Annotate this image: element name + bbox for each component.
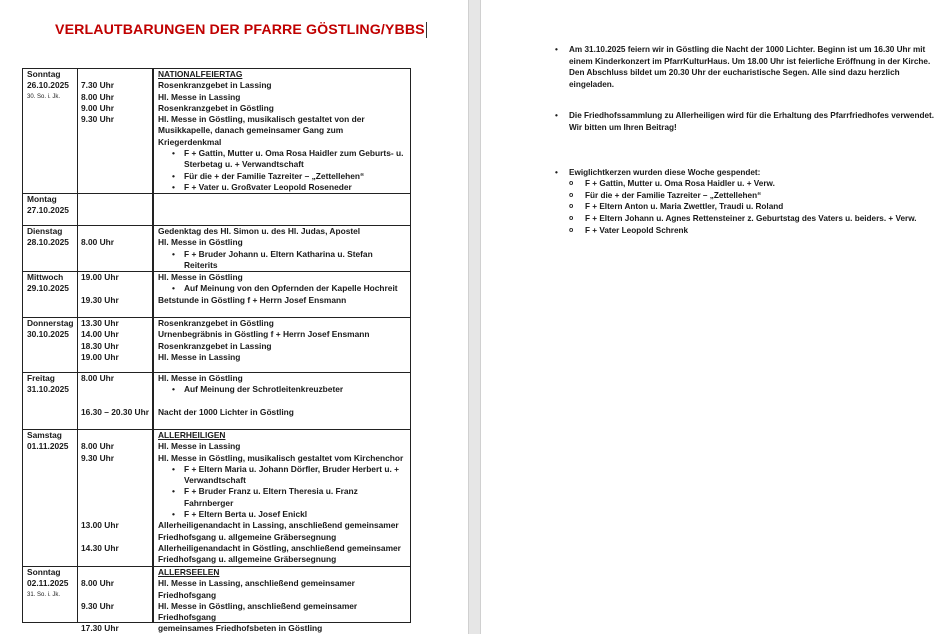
schedule-entry bbox=[77, 352, 410, 363]
schedule-entry bbox=[77, 283, 410, 294]
day-date: 29.10.2025 bbox=[27, 283, 69, 294]
schedule-table bbox=[22, 68, 411, 634]
intention-bullet: • Auf Meinung von den Opfernden der Kapelle Hochreit bbox=[154, 283, 410, 294]
schedule-entry bbox=[77, 430, 410, 441]
entries-cell bbox=[77, 567, 410, 634]
donation-item: o F + Eltern Johann u. Agnes Rettensteiner z. Geburtstag des Vaters u. beiders. + Verw. bbox=[555, 213, 935, 225]
entries-cell bbox=[77, 430, 410, 566]
entry-text: Allerheiligenandacht in Göstling, anschließend gemeinsamer Friedhofsgang u. allgemeine Gräbersegnung bbox=[158, 542, 401, 565]
entry-time: 16.30 – 20.30 Uhr bbox=[81, 406, 149, 417]
entry-text: Rosenkranzgebet in Lassing bbox=[158, 80, 272, 91]
entries-cell bbox=[77, 373, 410, 429]
intention-bullet: • F + Eltern Maria u. Johann Dörfler, Bruder Herbert u. + Verwandtschaft bbox=[154, 464, 410, 487]
donation-item: o F + Eltern Anton u. Maria Zwettler, Traudi u. Roland bbox=[555, 201, 935, 213]
day-cell bbox=[23, 272, 77, 317]
feast-heading: NATIONALFEIERTAG bbox=[158, 69, 243, 79]
table-row bbox=[23, 373, 410, 430]
entry-time bbox=[77, 283, 154, 294]
entry-text: Hl. Messe in Lassing bbox=[158, 441, 241, 452]
day-name: Donnerstag bbox=[27, 318, 74, 328]
schedule-entry bbox=[77, 396, 410, 407]
entry-text: gemeinsames Friedhofsbeten in Göstling bbox=[158, 623, 323, 634]
schedule-entry bbox=[77, 272, 410, 283]
table-row bbox=[23, 567, 410, 634]
entry-time: 18.30 Uhr bbox=[81, 340, 119, 351]
entries-cell bbox=[77, 272, 410, 317]
schedule-entry bbox=[77, 80, 410, 91]
intention-bullet: • F + Bruder Johann u. Eltern Katharina u. Stefan Reiterits bbox=[154, 249, 410, 272]
schedule-entry bbox=[77, 464, 410, 487]
entry-text: Hl. Messe in Lassing, anschließend gemeinsamer Friedhofsgang bbox=[158, 578, 355, 600]
entry-time: 8.00 Uhr bbox=[81, 91, 115, 102]
schedule-entry bbox=[77, 295, 410, 306]
entry-time: 8.00 Uhr bbox=[81, 578, 115, 589]
entry-text: Hl. Messe in Göstling bbox=[158, 373, 243, 383]
day-date: 27.10.2025 bbox=[27, 205, 69, 216]
document-page-2 bbox=[481, 0, 940, 634]
day-name: Sonntag bbox=[27, 69, 61, 79]
schedule-entry bbox=[77, 92, 410, 103]
table-row bbox=[23, 430, 410, 567]
day-cell bbox=[23, 567, 77, 622]
entry-text: Hl. Messe in Göstling, anschließend gemeinsamer Friedhofsgang bbox=[158, 600, 358, 623]
schedule-entry bbox=[77, 171, 410, 182]
table-row bbox=[23, 272, 410, 318]
entry-text: Gedenktag des Hl. Simon u. des Hl. Judas, Apostel bbox=[158, 226, 361, 236]
entry-time bbox=[77, 148, 154, 171]
entry-text: Hl. Messe in Göstling, musikalisch gestaltet vom Kirchenchor bbox=[158, 452, 404, 463]
schedule-entry bbox=[77, 318, 410, 329]
entry-text: Rosenkranzgebet in Göstling bbox=[158, 102, 274, 113]
day-cell bbox=[23, 318, 77, 372]
entry-time bbox=[77, 486, 154, 509]
schedule-entry bbox=[77, 578, 410, 601]
day-name: Samstag bbox=[27, 430, 62, 440]
entry-time bbox=[77, 171, 154, 182]
entry-time: 9.30 Uhr bbox=[81, 600, 115, 611]
table-row bbox=[23, 194, 410, 226]
table-row bbox=[23, 69, 410, 194]
entries-cell bbox=[77, 194, 410, 225]
schedule-entry bbox=[77, 407, 410, 418]
text-cursor bbox=[426, 22, 427, 38]
entry-time: 19.30 Uhr bbox=[81, 294, 119, 305]
entry-text: Hl. Messe in Göstling bbox=[158, 272, 243, 282]
day-date: 02.11.2025 bbox=[27, 578, 69, 589]
title-text: VERLAUTBARUNGEN DER PFARRE GÖSTLING/YBBS bbox=[55, 22, 425, 38]
entry-time bbox=[77, 182, 154, 193]
intention-bullet: • F + Eltern Berta u. Josef Enickl bbox=[154, 509, 410, 520]
entry-text: Nacht der 1000 Lichter in Göstling bbox=[158, 406, 294, 417]
entry-text: Urnenbegräbnis in Göstling f + Herrn Josef Ensmann bbox=[158, 329, 370, 340]
schedule-entry bbox=[77, 182, 410, 193]
schedule-entry bbox=[77, 623, 410, 634]
schedule-entry bbox=[77, 453, 410, 464]
liturgical-note: 31. So. i. Jk. bbox=[27, 591, 61, 598]
entry-time: 9.00 Uhr bbox=[81, 102, 115, 113]
entry-time: 19.00 Uhr bbox=[81, 351, 119, 362]
schedule-entry bbox=[77, 486, 410, 509]
entry-time bbox=[77, 567, 154, 578]
schedule-entry bbox=[77, 226, 410, 237]
schedule-entry bbox=[77, 509, 410, 520]
schedule-entry bbox=[77, 69, 410, 80]
announcement-item: • Am 31.10.2025 feiern wir in Göstling die Nacht der 1000 Lichter. Beginn ist um 16.30 Uhr mit einem Kinderkonzert im PfarrKulturHaus. Um 18.00 Uhr ist feierliche Eröffnung in der Kirche. Den Abschluss bildet um 20.30 Uhr der eucharistische Segen. Alle sind dazu herzlich eingeladen. bbox=[555, 44, 935, 90]
day-name: Mittwoch bbox=[27, 272, 64, 282]
entry-time bbox=[77, 464, 154, 487]
entry-time: 14.00 Uhr bbox=[81, 329, 119, 340]
entries-cell bbox=[77, 318, 410, 372]
intention-bullet: • F + Gattin, Mutter u. Oma Rosa Haidler zum Geburts- u. Sterbetag u. + Verwandtschaft bbox=[154, 148, 410, 171]
intention-bullet: • F + Vater u. Großvater Leopold Roseneder bbox=[154, 182, 410, 193]
entry-time: 17.30 Uhr bbox=[81, 623, 119, 634]
day-name: Freitag bbox=[27, 373, 55, 383]
schedule-entry bbox=[77, 103, 410, 114]
entry-time: 13.00 Uhr bbox=[81, 520, 119, 531]
entry-time: 19.00 Uhr bbox=[81, 272, 119, 282]
day-date: 28.10.2025 bbox=[27, 237, 69, 248]
intention-bullet: • F + Bruder Franz u. Eltern Theresia u. Franz Fahrnberger bbox=[154, 486, 410, 509]
schedule-entry bbox=[77, 237, 410, 248]
schedule-entry bbox=[77, 543, 410, 566]
entry-time bbox=[77, 396, 154, 407]
entry-time bbox=[77, 249, 154, 272]
schedule-entry bbox=[77, 114, 410, 148]
entry-text: Rosenkranzgebet in Lassing bbox=[158, 340, 272, 351]
entry-time bbox=[77, 384, 154, 395]
donation-item: o Für die + der Familie Tazreiter – „Zettellehen“ bbox=[555, 190, 935, 202]
day-name: Sonntag bbox=[27, 567, 61, 577]
schedule-entry bbox=[77, 249, 410, 272]
feast-heading: ALLERSEELEN bbox=[158, 567, 220, 577]
entry-text: Hl. Messe in Göstling, musikalisch gestaltet von der Musikkapelle, danach gemeinsamer Gang zum Kriegerdenkmal bbox=[158, 114, 365, 147]
announcement-item: • Die Friedhofssammlung zu Allerheiligen wird für die Erhaltung des Pfarrfriedhofes verwendet. Wir bitten um Ihren Beitrag! bbox=[555, 110, 935, 133]
schedule-entry bbox=[77, 384, 410, 395]
entry-time bbox=[77, 509, 154, 520]
entry-time bbox=[77, 226, 154, 237]
schedule-entry bbox=[77, 341, 410, 352]
day-name: Dienstag bbox=[27, 226, 63, 236]
entry-time: 13.30 Uhr bbox=[81, 318, 119, 328]
page-gap bbox=[468, 0, 481, 634]
entry-time: 9.30 Uhr bbox=[81, 114, 115, 125]
day-date: 01.11.2025 bbox=[27, 441, 69, 452]
schedule-entry bbox=[77, 373, 410, 384]
day-cell bbox=[23, 69, 77, 193]
entry-time: 14.30 Uhr bbox=[81, 542, 119, 553]
feast-heading: ALLERHEILIGEN bbox=[158, 430, 226, 440]
day-cell bbox=[23, 226, 77, 271]
schedule-entry bbox=[77, 329, 410, 340]
schedule-entry bbox=[77, 520, 410, 543]
entry-time bbox=[77, 69, 154, 80]
entry-text: Rosenkranzgebet in Göstling bbox=[158, 318, 274, 328]
day-date: 30.10.2025 bbox=[27, 329, 69, 340]
day-cell bbox=[23, 373, 77, 429]
announcement-item: • Ewiglichtkerzen wurden diese Woche gespendet: bbox=[555, 167, 935, 179]
entry-text: Hl. Messe in Lassing bbox=[158, 351, 241, 362]
day-cell bbox=[23, 194, 77, 225]
entry-time bbox=[77, 430, 154, 441]
entries-cell bbox=[77, 226, 410, 271]
intention-bullet: • Für die + der Familie Tazreiter – „Zettellehen“ bbox=[154, 171, 410, 182]
intention-bullet: • Auf Meinung der Schrotleitenkreuzbeter bbox=[154, 384, 410, 395]
donation-item: o F + Vater Leopold Schrenk bbox=[555, 225, 935, 237]
entry-time: 8.00 Uhr bbox=[81, 237, 115, 248]
document-title[interactable] bbox=[55, 22, 427, 38]
entries-cell bbox=[77, 69, 410, 193]
schedule-entry bbox=[77, 441, 410, 452]
schedule-entry bbox=[77, 567, 410, 578]
liturgical-note: 30. So. i. Jk. bbox=[27, 93, 61, 100]
schedule-entry bbox=[77, 601, 410, 624]
day-cell bbox=[23, 430, 77, 566]
entry-text bbox=[154, 396, 410, 407]
table-row bbox=[23, 318, 410, 373]
entry-text: Hl. Messe in Göstling bbox=[158, 237, 243, 248]
entry-text: Allerheiligenandacht in Lassing, anschließend gemeinsamer Friedhofsgang u. allgemeine Gräbersegnung bbox=[158, 520, 399, 542]
document-page-1 bbox=[0, 0, 468, 634]
entry-text: Betstunde in Göstling f + Herrn Josef Ensmann bbox=[158, 294, 347, 305]
table-row bbox=[23, 226, 410, 272]
entry-time: 7.30 Uhr bbox=[81, 80, 115, 91]
day-name: Montag bbox=[27, 194, 57, 204]
entry-text: Hl. Messe in Lassing bbox=[158, 91, 241, 102]
donation-item: o F + Gattin, Mutter u. Oma Rosa Haidler u. + Verw. bbox=[555, 178, 935, 190]
entry-time: 8.00 Uhr bbox=[81, 441, 115, 452]
entry-time: 9.30 Uhr bbox=[81, 452, 115, 463]
schedule-entry bbox=[77, 148, 410, 171]
announcements-list bbox=[555, 44, 935, 236]
entry-time: 8.00 Uhr bbox=[81, 373, 115, 383]
day-date: 31.10.2025 bbox=[27, 384, 69, 395]
day-date: 26.10.2025 bbox=[27, 80, 69, 91]
